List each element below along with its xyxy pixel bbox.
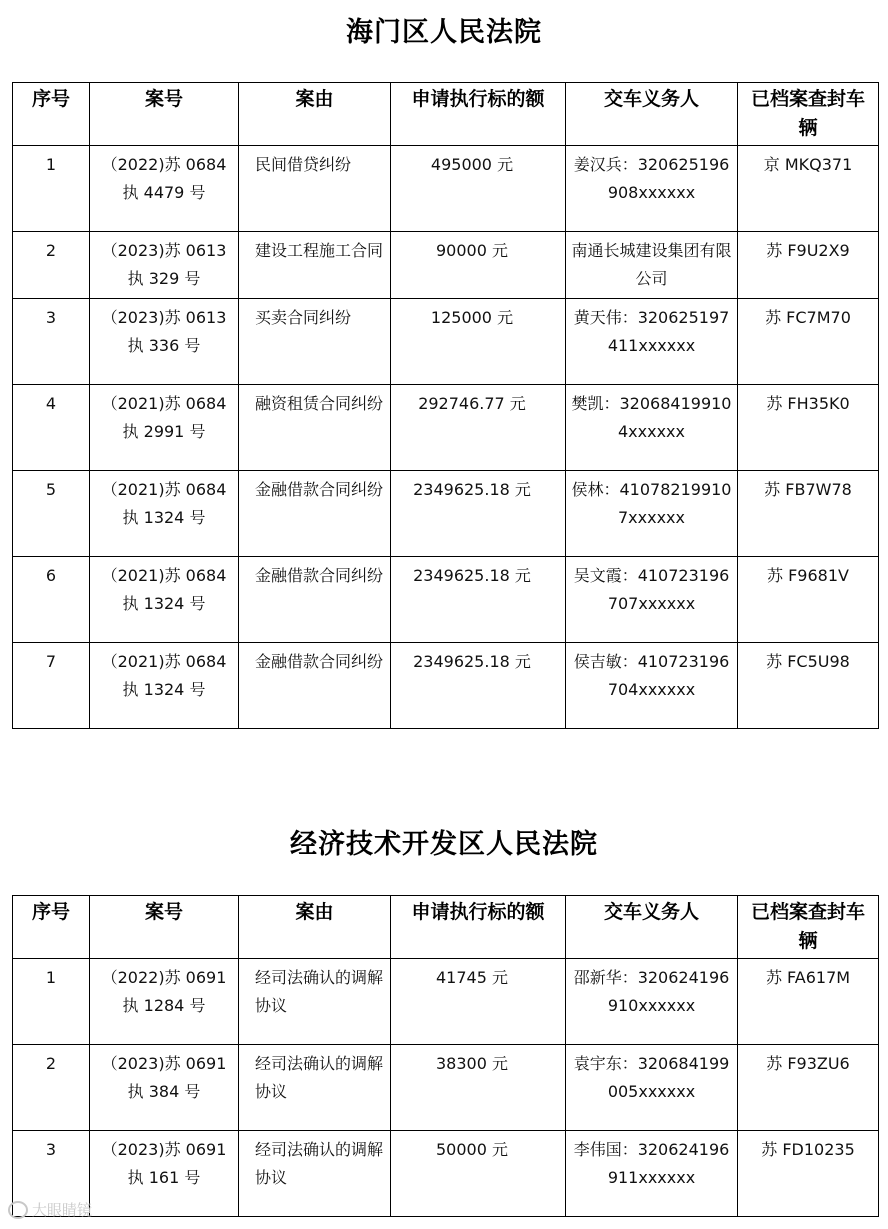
header-cause: 案由: [239, 896, 391, 959]
cell-cause: 经司法确认的调解协议: [239, 959, 391, 1045]
section-title: 海门区人民法院: [346, 17, 542, 48]
cell-amount: 2349625.18 元: [391, 643, 566, 729]
cell-no: 1: [13, 146, 90, 232]
eye-logo-icon: [8, 1201, 28, 1219]
cell-amount: 38300 元: [391, 1045, 566, 1131]
cell-cause: 金融借款合同纠纷: [239, 471, 391, 557]
cell-case: （2023)苏 0691 执 384 号: [90, 1045, 239, 1131]
cell-amount: 292746.77 元: [391, 385, 566, 471]
cell-party: 侯吉敏：410723196704xxxxxx: [566, 643, 738, 729]
cell-amount: 90000 元: [391, 232, 566, 299]
table-row: [13, 959, 879, 1045]
cell-vehicle: 苏 FA617M: [738, 959, 879, 1045]
section-title: 经济技术开发区人民法院: [290, 829, 598, 860]
cell-cause: 经司法确认的调解协议: [239, 1045, 391, 1131]
cell-amount: 125000 元: [391, 299, 566, 385]
cell-party: 侯林：410782199107xxxxxx: [566, 471, 738, 557]
table-row: [13, 471, 879, 557]
cell-party: 姜汉兵：320625196908xxxxxx: [566, 146, 738, 232]
watermark-text: 大眼睛镜: [32, 1201, 93, 1219]
cell-cause: 建设工程施工合同: [239, 232, 391, 299]
table-row: [13, 299, 879, 385]
header-party: 交车义务人: [566, 896, 738, 959]
cell-no: 3: [13, 299, 90, 385]
cell-vehicle: 苏 FC7M70: [738, 299, 879, 385]
table-row: [13, 1045, 879, 1131]
cell-vehicle: 苏 FH35K0: [738, 385, 879, 471]
table-header-row: [13, 83, 879, 146]
cell-cause: 融资租赁合同纠纷: [239, 385, 391, 471]
cell-no: 2: [13, 232, 90, 299]
header-vehicle: 已档案查封车辆: [738, 83, 879, 146]
table-row: [13, 643, 879, 729]
cell-amount: 41745 元: [391, 959, 566, 1045]
cell-vehicle: 苏 FB7W78: [738, 471, 879, 557]
header-case: 案号: [90, 896, 239, 959]
vehicle-seizure-table: [12, 895, 879, 1217]
cell-case: （2021)苏 0684 执 1324 号: [90, 643, 239, 729]
cell-party: 袁宇东：320684199005xxxxxx: [566, 1045, 738, 1131]
cell-no: 4: [13, 385, 90, 471]
cell-case: （2022)苏 0691 执 1284 号: [90, 959, 239, 1045]
cell-party: 吴文霞：410723196707xxxxxx: [566, 557, 738, 643]
table-row: [13, 1131, 879, 1217]
cell-cause: 经司法确认的调解协议: [239, 1131, 391, 1217]
cell-case: （2021)苏 0684 执 2991 号: [90, 385, 239, 471]
cell-no: 6: [13, 557, 90, 643]
header-vehicle: 已档案查封车辆: [738, 896, 879, 959]
watermark: [8, 1199, 92, 1220]
cell-vehicle: 苏 FC5U98: [738, 643, 879, 729]
cell-amount: 2349625.18 元: [391, 471, 566, 557]
cell-amount: 2349625.18 元: [391, 557, 566, 643]
cell-cause: 金融借款合同纠纷: [239, 557, 391, 643]
cell-no: 5: [13, 471, 90, 557]
cell-cause: 金融借款合同纠纷: [239, 643, 391, 729]
cell-party: 李伟国：320624196911xxxxxx: [566, 1131, 738, 1217]
header-case: 案号: [90, 83, 239, 146]
header-party: 交车义务人: [566, 83, 738, 146]
cell-party: 黄天伟：320625197411xxxxxx: [566, 299, 738, 385]
table-row: [13, 146, 879, 232]
cell-case: （2023)苏 0613 执 329 号: [90, 232, 239, 299]
table-row: [13, 385, 879, 471]
table-header-row: [13, 896, 879, 959]
cell-no: 1: [13, 959, 90, 1045]
vehicle-seizure-table: [12, 82, 879, 729]
cell-cause: 买卖合同纠纷: [239, 299, 391, 385]
cell-vehicle: 苏 FD10235: [738, 1131, 879, 1217]
cell-amount: 50000 元: [391, 1131, 566, 1217]
cell-case: （2023)苏 0613 执 336 号: [90, 299, 239, 385]
cell-case: （2023)苏 0691 执 161 号: [90, 1131, 239, 1217]
cell-vehicle: 苏 F9U2X9: [738, 232, 879, 299]
cell-amount: 495000 元: [391, 146, 566, 232]
header-amount: 申请执行标的额: [391, 896, 566, 959]
cell-no: 2: [13, 1045, 90, 1131]
table-row: [13, 232, 879, 299]
cell-case: （2021)苏 0684 执 1324 号: [90, 471, 239, 557]
cell-party: 邵新华：320624196910xxxxxx: [566, 959, 738, 1045]
cell-case: （2021)苏 0684 执 1324 号: [90, 557, 239, 643]
header-no: 序号: [13, 896, 90, 959]
cell-no: 7: [13, 643, 90, 729]
cell-vehicle: 京 MKQ371: [738, 146, 879, 232]
cell-party: 樊凯：320684199104xxxxxx: [566, 385, 738, 471]
cell-vehicle: 苏 F93ZU6: [738, 1045, 879, 1131]
cell-no: 3: [13, 1131, 90, 1217]
cell-vehicle: 苏 F9681V: [738, 557, 879, 643]
cell-cause: 民间借贷纠纷: [239, 146, 391, 232]
header-cause: 案由: [239, 83, 391, 146]
cell-party: 南通长城建设集团有限公司: [566, 232, 738, 299]
cell-case: （2022)苏 0684 执 4479 号: [90, 146, 239, 232]
table-row: [13, 557, 879, 643]
header-no: 序号: [13, 83, 90, 146]
header-amount: 申请执行标的额: [391, 83, 566, 146]
